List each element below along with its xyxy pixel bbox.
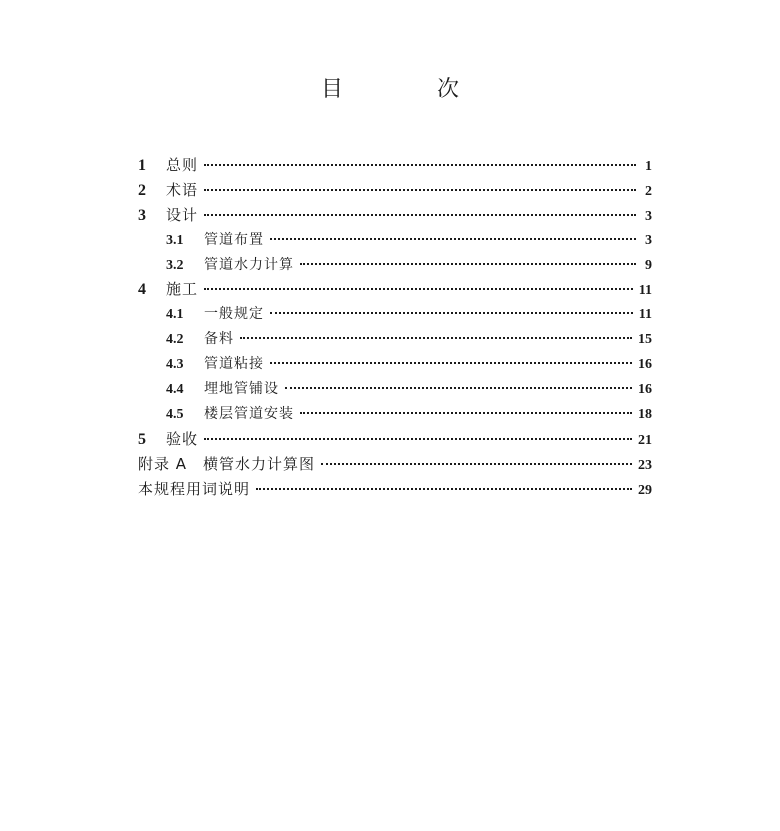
toc-entry[interactable] (138, 179, 652, 204)
dot-leader (256, 488, 632, 490)
dot-leader (204, 189, 636, 191)
toc-entry[interactable] (138, 328, 652, 353)
toc-entry-number: 5 (138, 430, 146, 448)
toc-entry-page: 1 (645, 159, 652, 174)
toc-entry-number: 3.1 (166, 232, 184, 248)
toc-entry-page: 16 (638, 382, 652, 398)
dot-leader (204, 288, 633, 290)
toc-entry-page: 15 (638, 332, 652, 348)
toc-entry-number: 4 (138, 281, 146, 299)
toc-entry[interactable] (138, 204, 652, 229)
toc-entry-label: 总则 (166, 156, 199, 174)
toc-entry-label: 施工 (166, 280, 199, 299)
toc-entry-explanation[interactable] (138, 478, 652, 503)
toc-entry[interactable] (138, 303, 652, 328)
toc-entry-label: 管道粘接 (204, 356, 264, 373)
toc-entry-label: 管道布置 (204, 231, 264, 248)
toc-entry[interactable] (138, 254, 652, 279)
toc-entry-label: 本规程用词说明 (138, 479, 251, 498)
toc-entry-number: 4.4 (166, 382, 184, 398)
toc-entry-number: 4.5 (166, 406, 184, 422)
toc-entry-number: 4.3 (166, 357, 184, 373)
toc-entry-page: 2 (645, 183, 652, 199)
dot-leader (321, 463, 632, 465)
toc-entry-number: 3 (138, 206, 146, 224)
toc-entry-label: 备料 (204, 331, 234, 348)
toc-entry-page: 16 (638, 357, 652, 373)
dot-leader (204, 214, 636, 216)
toc-entry[interactable] (138, 428, 652, 453)
toc-entry-label: 一般规定 (204, 306, 264, 323)
toc-entry-number: 2 (138, 181, 146, 199)
toc-entry-appendix[interactable] (138, 453, 652, 478)
dot-leader (285, 387, 632, 389)
toc-entry-label: 设计 (166, 205, 199, 224)
dot-leader (270, 312, 633, 314)
dot-leader (300, 412, 632, 414)
toc-entry-label: 附录 A 横管水力计算图 (138, 454, 316, 473)
dot-leader (300, 263, 636, 265)
dot-leader (270, 362, 632, 364)
toc-entry[interactable] (138, 353, 652, 378)
table-of-contents (138, 154, 652, 502)
toc-entry-page: 11 (638, 307, 652, 323)
toc-entry-page: 11 (638, 283, 652, 299)
toc-entry-number: 4.1 (166, 307, 184, 323)
toc-entry[interactable] (138, 378, 652, 403)
toc-entry-page: 9 (645, 257, 652, 273)
toc-entry-number: 4.2 (166, 332, 184, 348)
toc-entry-number: 3.2 (166, 257, 184, 273)
toc-entry[interactable] (138, 229, 652, 254)
toc-entry-page: 29 (638, 482, 652, 498)
toc-entry-label: 埋地管铺设 (204, 381, 279, 398)
toc-entry[interactable] (138, 154, 652, 179)
dot-leader (270, 238, 636, 240)
dot-leader (204, 438, 632, 440)
dot-leader (204, 164, 636, 166)
toc-entry-label: 管道水力计算 (204, 256, 294, 273)
toc-entry-page: 3 (645, 232, 652, 248)
toc-entry-number: 1 (138, 157, 146, 174)
page-title: 目 次 (320, 77, 495, 102)
toc-entry-label: 验收 (166, 429, 199, 448)
toc-entry-page: 18 (638, 406, 652, 422)
toc-entry-page: 3 (645, 208, 652, 224)
toc-entry-page: 23 (638, 457, 652, 473)
toc-entry[interactable] (138, 403, 652, 428)
toc-entry-page: 21 (638, 432, 652, 448)
toc-entry-label: 楼层管道安装 (204, 405, 294, 422)
toc-entry-label: 术语 (166, 180, 199, 199)
toc-entry[interactable] (138, 278, 652, 303)
dot-leader (240, 337, 632, 339)
